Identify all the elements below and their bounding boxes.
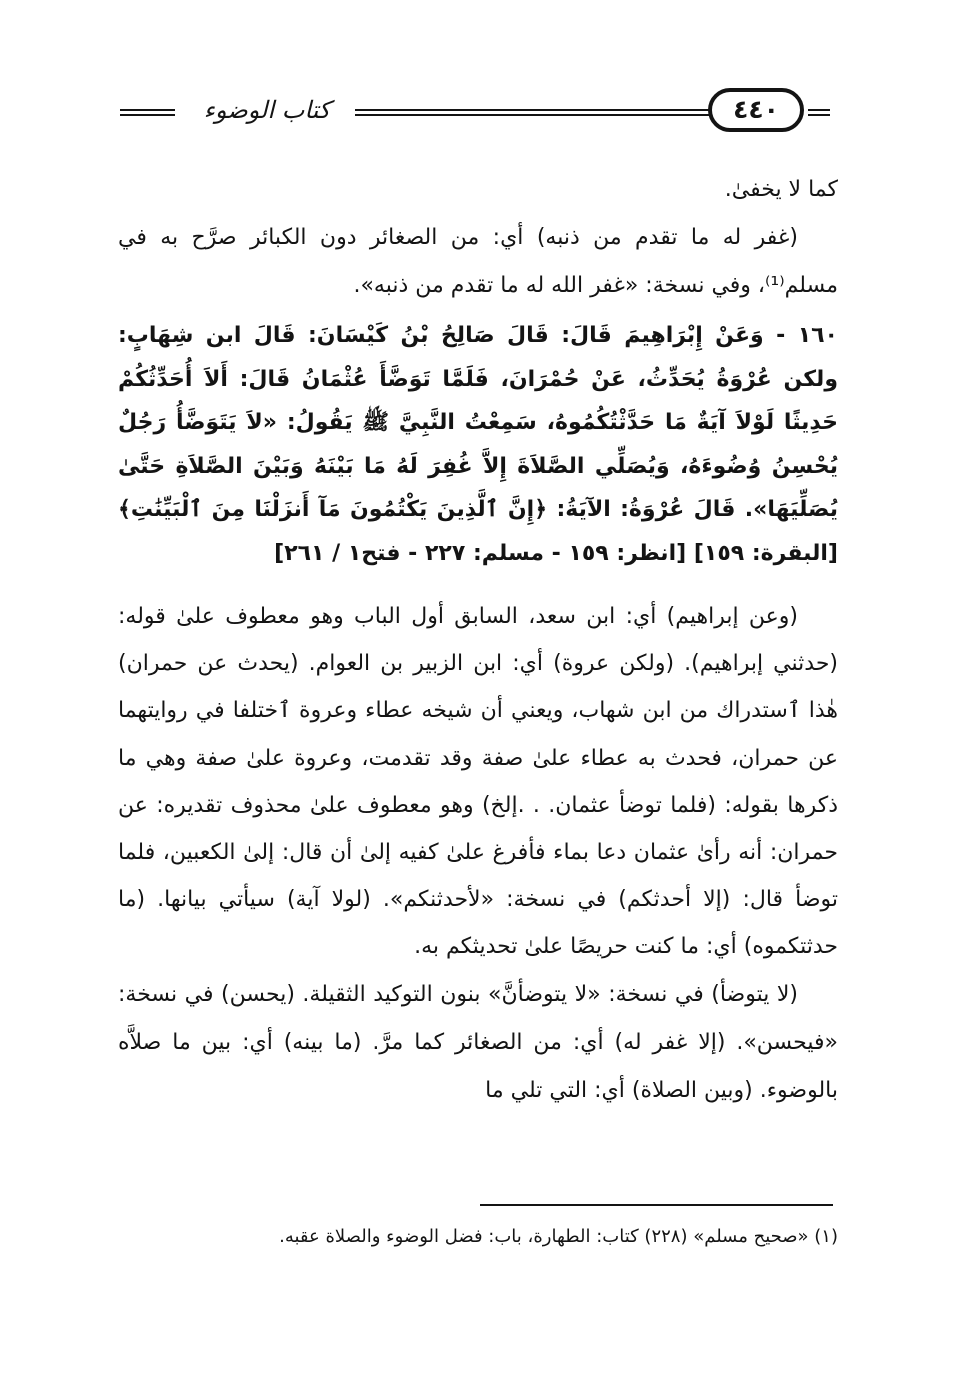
page-header	[120, 88, 830, 140]
page-number: ٤٤٠	[708, 88, 804, 132]
hadith-160: ١٦٠ - وَعَنْ إِبْرَاهِيمَ قَالَ: قَالَ صَالِحُ بْنُ كَيْسَانَ: قَالَ ابن شِهَابٍ: ولكن عُرْوَةُ يُحَدِّثُ، عَنْ حُمْرَانَ، فَلَمَّا تَوَضَّأَ عُثْمَانُ قَالَ: أَلاَ أُحَدِّثُكُمْ حَدِيثًا لَوْلاَ آيَةٌ مَا حَدَّثْتُكُمُوهُ، سَمِعْتُ النَّبِيَّ ﷺ يَقُولُ: «لاَ يَتَوَضَّأُ رَجُلٌ يُحْسِنُ وُضُوءَهُ، وَيُصَلِّي الصَّلاَةَ إِلاَّ غُفِرَ لَهُ مَا بَيْنَهُ وَبَيْنَ الصَّلاَةِ حَتَّىٰ يُصَلِّيَهَا». قَالَ عُرْوَةُ: الآيَةُ: ﴿إِنَّ ٱلَّذِينَ يَكْتُمُونَ مَآ أَنزَلْنَا مِنَ ٱلْبَيِّنَٰتِ﴾ [البقرة: ١٥٩] [انظر: ١٥٩ - مسلم: ٢٢٧ - فتح١ / ٢٦١]	[118, 323, 838, 566]
paragraph-explanation-1: (وعن إبراهيم) أي: ابن سعد، السابق أول الباب وهو معطوف علىٰ قوله: (حدثني إبراهيم). (ولكن عروة) أي: ابن الزبير بن العوام. (يحدث عن حمران) هٰذا ٱستدراك من ابن شهاب، ويعني أن شيخه عطاء وعروة ٱختلفا في روايتهما عن حمران، فحدث به عطاء علىٰ صفة وقد تقدمت، وعروة علىٰ صفة وهي ما ذكرها بقوله: (فلما توضأ عثمان. . .إلخ) وهو معطوف علىٰ محذوف تقديره: عن حمران: أنه رأىٰ عثمان دعا بماء فأفرغ علىٰ كفيه إلىٰ أن قال: إلىٰ الكعبين، فلما توضأ قال: (إلا أحدثكم) في نسخة: «لأحدثنكم». (لولا آية) سيأتي بيانها. (ما حدثتكموه) أي: ما كنت حريصًا علىٰ تحديثكم به.	[118, 604, 838, 960]
paragraph-commentary-1: (غفر له ما تقدم من ذنبه) أي: من الصغائر دون الكبائر صرَّح به في مسلم⁽¹⁾، وفي نسخة: «غفر الله له ما تقدم من ذنبه».	[118, 225, 838, 298]
header-rule-left	[120, 109, 175, 116]
footnote: (١) «صحيح مسلم» (٢٢٨) كتاب: الطهارة، باب: فضل الوضوء والصلاة عقبه.	[279, 1226, 838, 1247]
main-text	[118, 166, 838, 1115]
header-rule-middle	[355, 109, 710, 116]
header-rule-right	[808, 109, 830, 116]
footnote-separator	[480, 1204, 833, 1206]
book-title: كتاب الوضوء	[203, 96, 331, 124]
paragraph-continuation: كما لا يخفىٰ.	[724, 177, 838, 202]
paragraph-explanation-2: (لا يتوضأ) في نسخة: «لا يتوضأنَّ» بنون التوكيد الثقيلة. (يحسن) في نسخة: «فيحسن». (إلا غفر له) أي: من الصغائر كما مرَّ. (ما بينه) أي: بين ما صلاَّه بالوضوء. (وبين الصلاة) أي: التي تلي ما	[118, 981, 838, 1103]
